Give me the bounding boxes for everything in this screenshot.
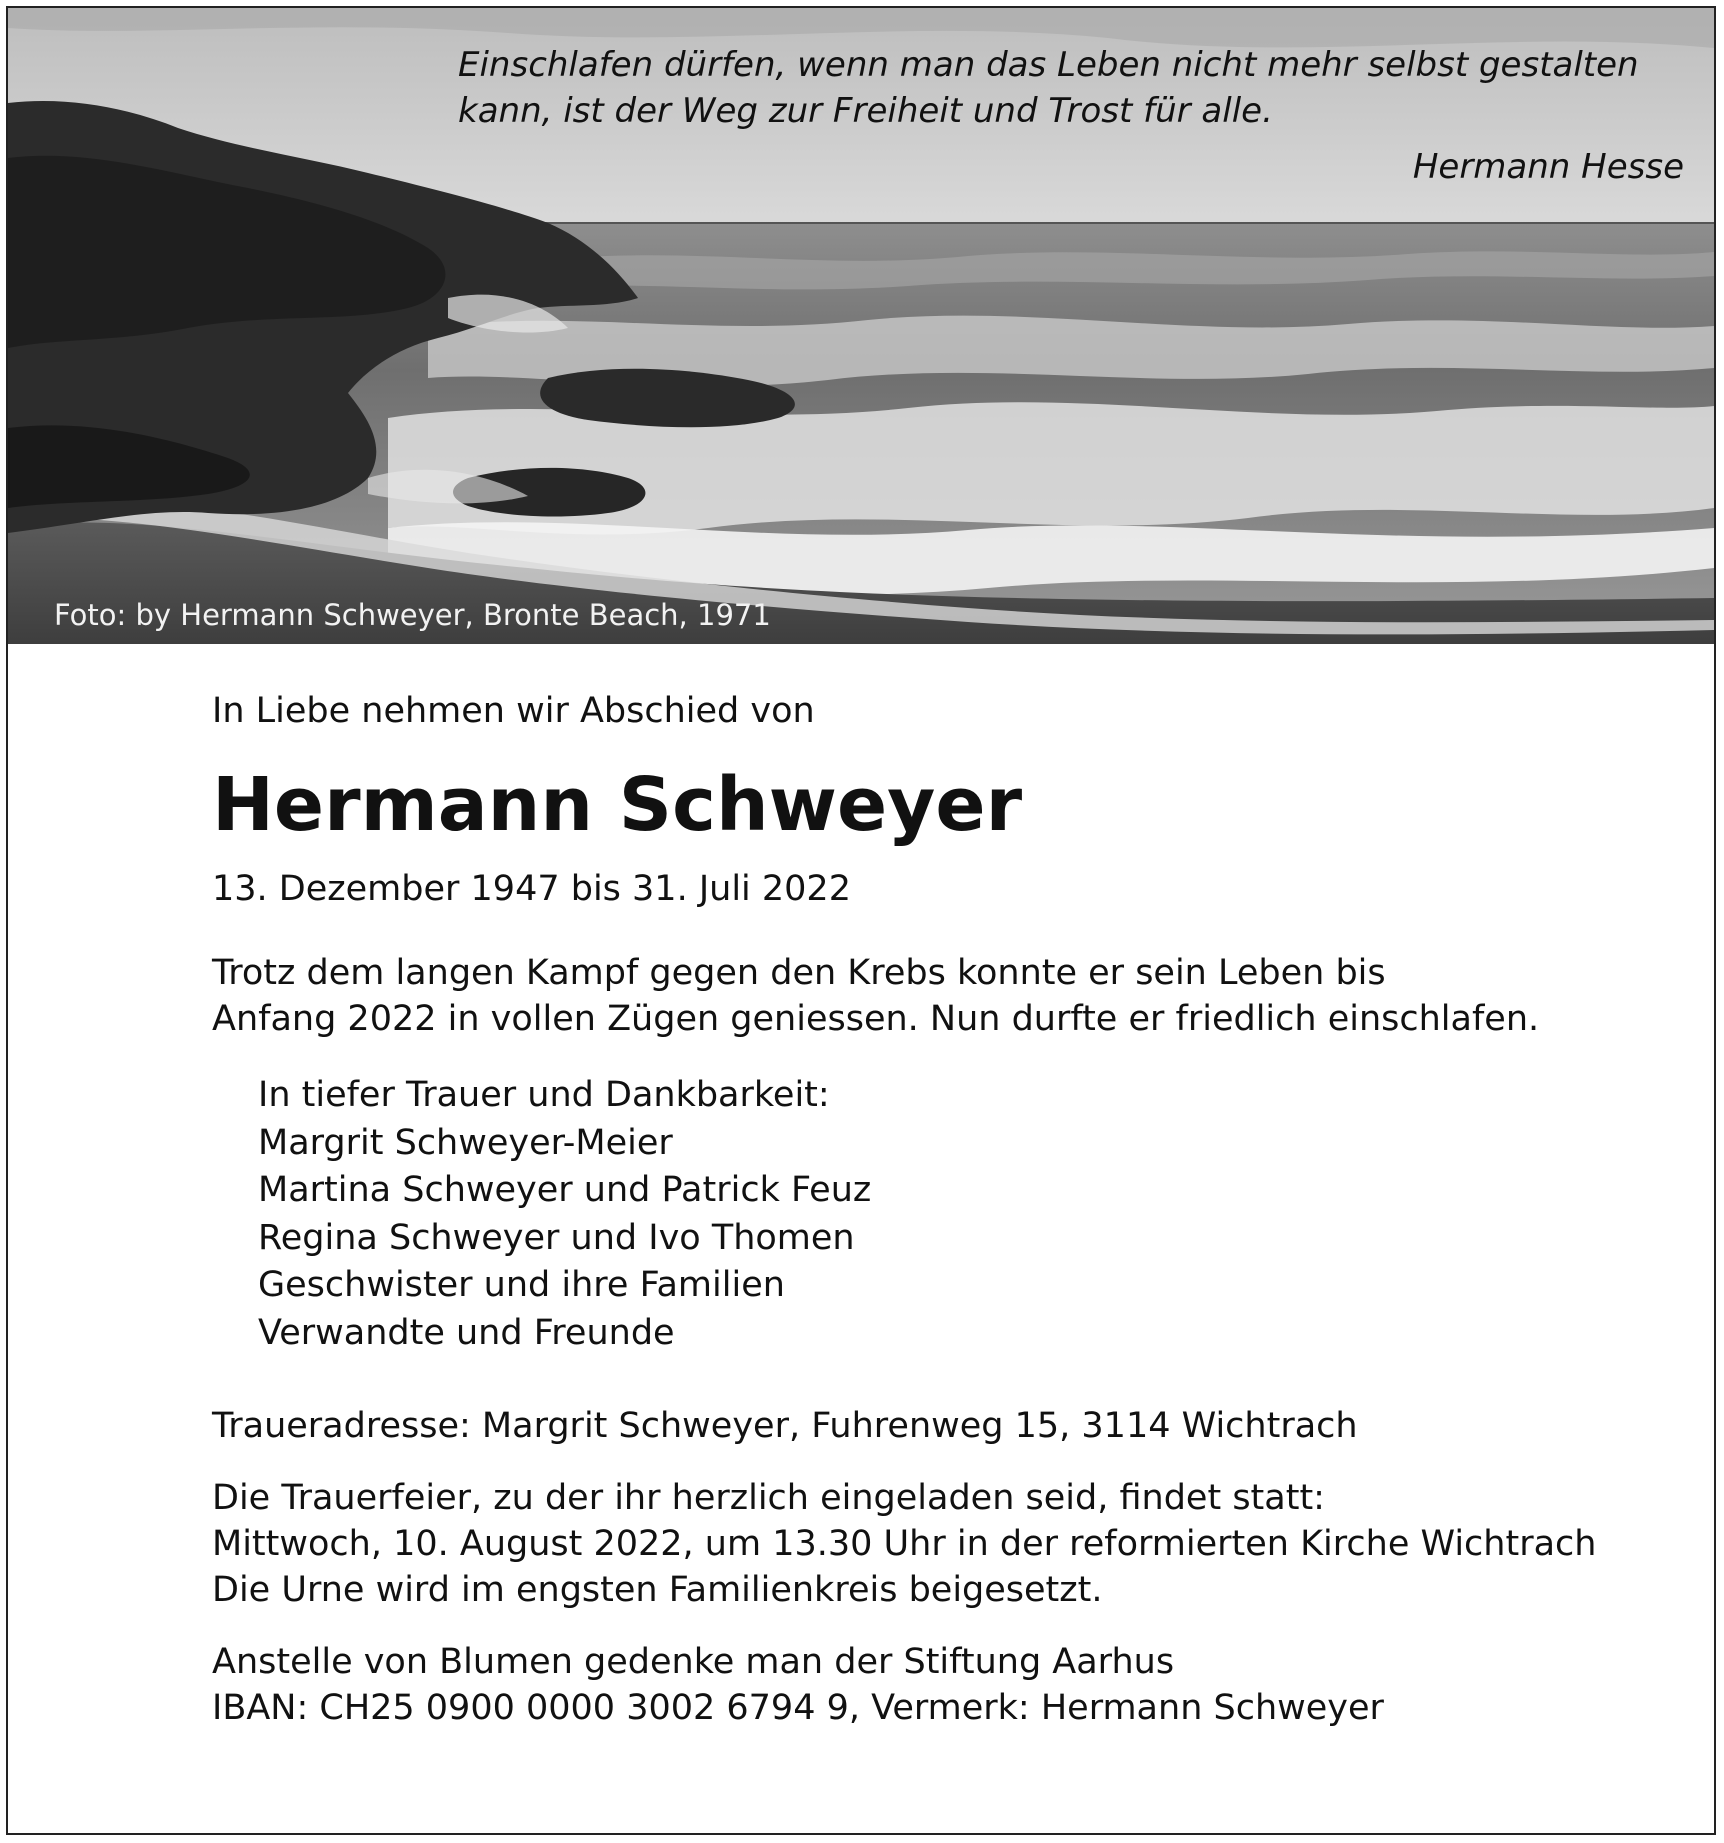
message-line: Anfang 2022 in vollen Zügen geniessen. Nun durfte er friedlich einschlafen. [212, 999, 1540, 1039]
mourner-item: Verwandte und Freunde [258, 1312, 675, 1353]
donation-line: Anstelle von Blumen gedenke man der Stiftung Aarhus [212, 1642, 1175, 1682]
message-line: Trotz dem langen Kampf gegen den Krebs konnte er sein Leben bis [212, 953, 1386, 993]
intro-text: In Liebe nehmen wir Abschied von [212, 691, 815, 731]
mourning-address [212, 1403, 1692, 1449]
mourners-list [258, 1072, 1692, 1357]
message-paragraph [212, 950, 1692, 1042]
notice-body [212, 688, 1692, 1731]
mourners-heading: In tiefer Trauer und Dankbarkeit: [258, 1075, 830, 1115]
ceremony-line: Die Trauerfeier, zu der ihr herzlich eingeladen seid, findet statt: [212, 1478, 1325, 1518]
quote [458, 42, 1688, 134]
mourner-item: Regina Schweyer und Ivo Thomen [258, 1217, 855, 1258]
mourner-item: Margrit Schweyer-Meier [258, 1122, 673, 1163]
mourner-item: Geschwister und ihre Familien [258, 1265, 785, 1305]
quote-line: kann, ist der Weg zur Freiheit und Trost für alle. [458, 91, 1273, 131]
donation-iban: IBAN: CH25 0900 0000 3002 6794 9, Vermerk: Hermann Schweyer [212, 1688, 1384, 1728]
ceremony-line: Mittwoch, 10. August 2022, um 13.30 Uhr in der reformierten Kirche Wichtrach [212, 1524, 1597, 1564]
obituary-notice [6, 6, 1716, 1835]
ceremony-info [212, 1475, 1692, 1613]
quote-author: Hermann Hesse [1412, 147, 1684, 187]
mourner-item: Martina Schweyer und Patrick Feuz [258, 1170, 872, 1210]
photo-credit: Foto: by Hermann Schweyer, Bronte Beach, 1971 [54, 598, 771, 632]
quote-line: Einschlafen dürfen, wenn man das Leben nicht mehr selbst gestalten [458, 45, 1639, 85]
donation-info [212, 1639, 1692, 1731]
life-dates: 13. Dezember 1947 bis 31. Juli 2022 [212, 869, 851, 909]
deceased-name: Hermann Schweyer [212, 762, 1023, 848]
ceremony-line: Die Urne wird im engsten Familienkreis beigesetzt. [212, 1570, 1103, 1610]
address-line: Traueradresse: Margrit Schweyer, Fuhrenweg 15, 3114 Wichtrach [212, 1406, 1358, 1446]
